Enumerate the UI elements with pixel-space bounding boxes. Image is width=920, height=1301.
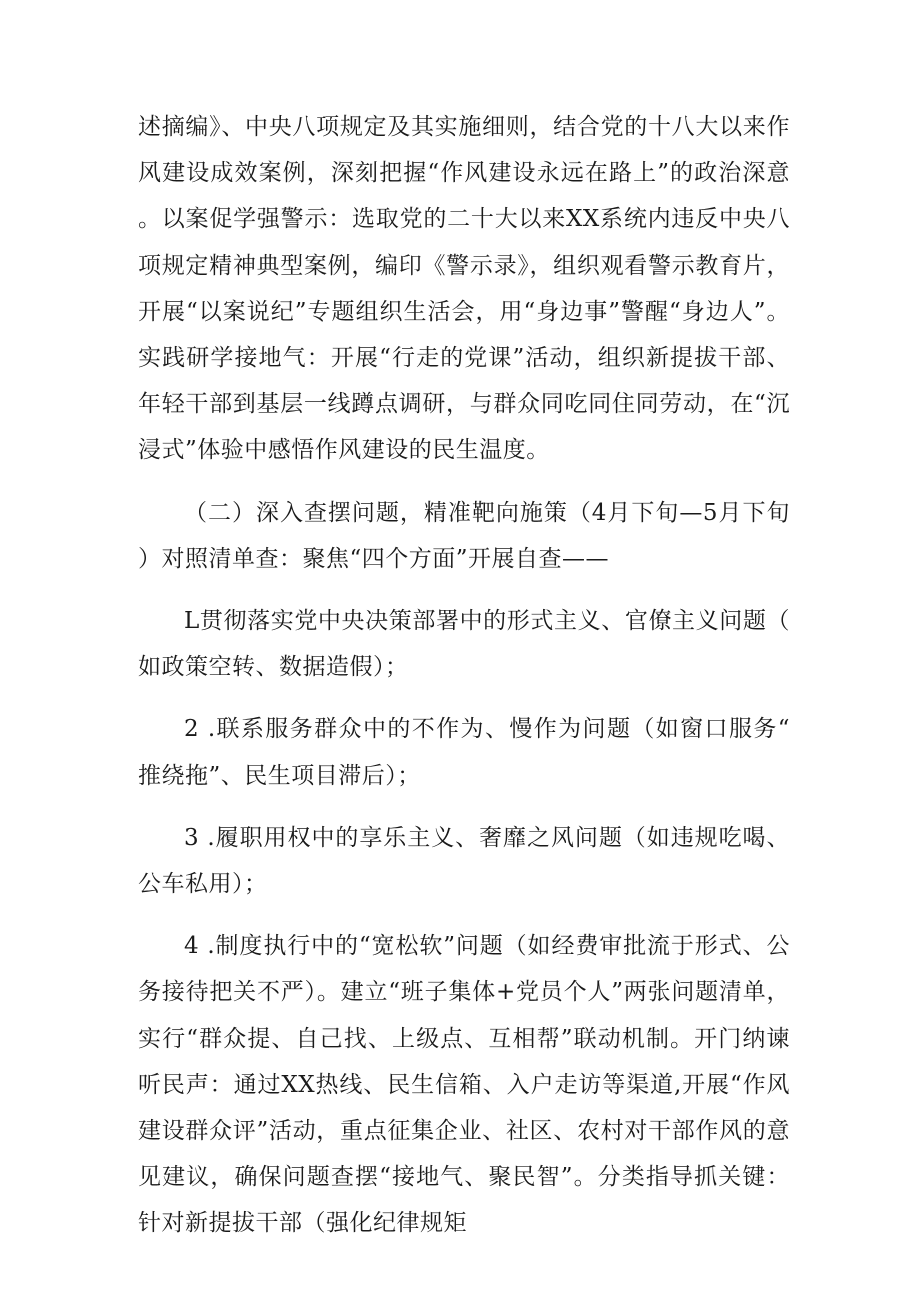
line: 空转、数据造假）； <box>208 654 409 681</box>
line: 地气、聚民智”。分类指导抓关键：针对新提拔干部（强化纪律规矩 <box>138 1164 790 1237</box>
line: 题组织生活会，用“身边事”警醒“身边人”。实践研学接地气：开 <box>138 298 790 372</box>
line: 3 .履职用权中的享乐主义、奢靡之风问题（如违规吃喝、公车私 <box>138 824 790 898</box>
paragraph-item-1 <box>138 598 790 690</box>
document-body <box>138 104 790 1247</box>
line: 民生温度。 <box>432 437 550 464</box>
paragraph-item-2 <box>138 706 790 798</box>
line: 展“行走的党课”活动，组织新提拔干部、年轻干部到基层一线蹲点 <box>138 345 790 418</box>
line: 案例，编印《警示录》，组织观看警示教育片，开展“以案说纪”专 <box>138 252 791 325</box>
line: 调研，与群众同吃同住同劳动，在“沉浸式”体验中感悟作风建设的 <box>138 391 791 464</box>
line: 热线、民生信箱、入户走访等渠道,开展“作风建设群众评”活动，重 <box>138 1071 790 1145</box>
line: 4 .制度执行中的“宽松软”问题（如经费审批流于形式、公务接 <box>138 933 790 1006</box>
line: 拖”、民生项目滞后）； <box>185 762 421 789</box>
line: L贯彻落实党中央决策部署中的形式主义、官僚主义问题（如政策 <box>138 608 790 681</box>
line: 用）； <box>208 871 268 898</box>
line: 照清单查：聚焦“四个方面”开展自查—— <box>185 545 610 572</box>
line: 学强警示：选取党的二十大以来XX系统内违反中央八项规定精神典型 <box>138 206 791 279</box>
paragraph-item-3 <box>138 815 790 907</box>
paragraph-item-4 <box>138 923 790 1246</box>
line: （二）深入查摆问题，精准靶向施策（4月下旬—5月下旬）对 <box>138 499 790 572</box>
line: 众提、自己找、上级点、互相帮”联动机制。开门纳谏听民声：通过XX <box>138 1025 790 1098</box>
line: 2 .联系服务群众中的不作为、慢作为问题（如窗口服务“推绕 <box>138 716 790 789</box>
paragraph-intro-continued <box>138 104 790 474</box>
paragraph-section-two-heading <box>138 490 790 582</box>
line: 点征集企业、社区、农村对干部作风的意见建议，确保问题查摆“接 <box>138 1118 790 1191</box>
line: 待把关不严）。建立“班子集体+党员个人”两张问题清单，实行“群 <box>138 979 790 1052</box>
line: 述摘编》、中央八项规定及其实施细则，结合党的十八大以来作风建 <box>138 114 790 187</box>
line: 设成效案例，深刻把握“作风建设永远在路上”的政治深意。以案促 <box>138 160 790 233</box>
